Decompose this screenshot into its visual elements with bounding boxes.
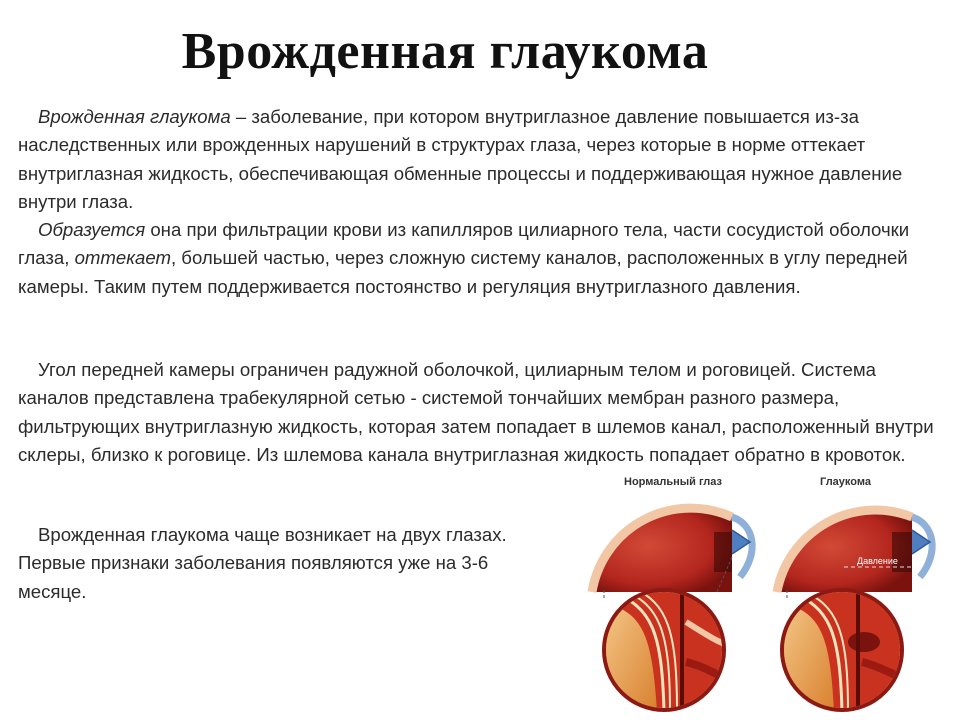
label-pressure: Давление <box>857 556 898 566</box>
paragraph-formation <box>18 216 948 301</box>
paragraph-onset <box>18 521 558 606</box>
normal-angle-magnified <box>602 587 732 717</box>
eye-diagram <box>582 472 950 720</box>
page-title: Врожденная глаукома <box>181 23 709 80</box>
paragraph-text: Угол передней камеры ограничен радужной оболочкой, цилиарным телом и роговицей. Система каналов представлена трабекулярной сетью - системой тончайших мембран разного размера, фильтрующих внутриглазную жидкость, которая затем попадает в шлемов канал, расположенный внутри склеры, близко к роговице. Из шлемова канала внутриглазная жидкость попадает обратно в кровоток. <box>18 359 934 465</box>
paragraph-definition <box>18 103 948 216</box>
paragraph-text: она при фильтрации крови из капилляров цилиарного тела, части сосудистой оболочки глаза, <box>18 219 910 269</box>
term-drains: оттекает <box>74 247 171 269</box>
paragraph-text: – заболевание, при котором внутриглазное давление повышается из-за наследственных или врожденных нарушений в структурах глаза, через которые в норме оттекает внутриглазная жидкость, обеспечивающая обменные процессы и поддерживающая нужное давление внутри глаза. <box>18 106 903 212</box>
glaucoma-eye-drawing <box>777 510 932 600</box>
label-normal-eye: Нормальный глаз <box>624 476 722 488</box>
normal-eye-drawing <box>592 508 752 600</box>
paragraph-text: , большей частью, через сложную систему каналов, расположенных в углу передней камеры. Таким путем поддерживается постоянство и регуляция внутриглазного давления. <box>18 247 908 297</box>
paragraph-text: Врожденная глаукома чаще возникает на двух глазах. Первые признаки заболевания появляются уже на 3-6 месяце. <box>18 524 507 602</box>
glaucoma-angle-magnified <box>780 587 912 717</box>
term-congenital-glaucoma: Врожденная глаукома <box>38 106 231 127</box>
eye-illustration <box>582 472 950 720</box>
term-formed: Образуется <box>38 219 146 240</box>
label-glaucoma: Глаукома <box>820 476 871 488</box>
paragraph-anterior-chamber <box>18 356 948 469</box>
